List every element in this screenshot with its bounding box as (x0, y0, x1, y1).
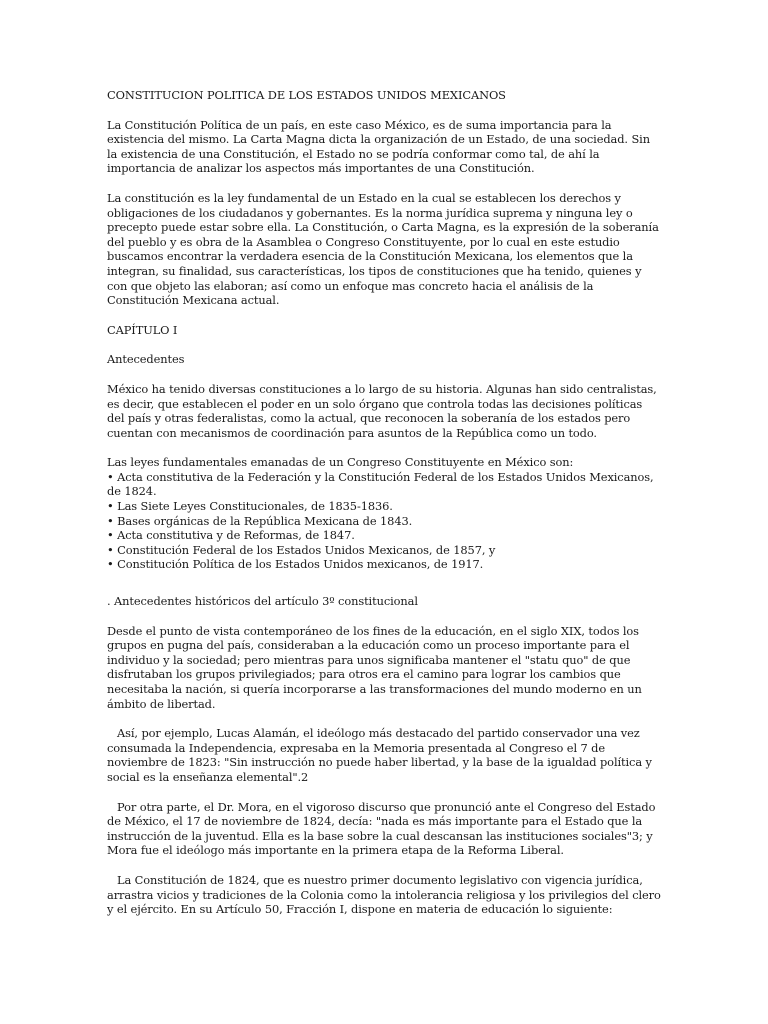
intro-paragraph-2: La constitución es la ley fundamental de un Estado en la cual se establecen los derechos y obligaciones de los ciudadanos y gobernantes. Es la norma jurídica suprema y ninguna ley o precepto puede estar sobre ella. La Constitución, o Carta Magna, es la expresión de la soberanía del pueblo y es obra de la Asamblea o Congreso Constituyente, por lo cual en este estudio buscamos encontrar la verdadera esencia de la Constitución Mexicana, los elementos que la integran, su finalidad, sus características, los tipos de constituciones que ha tenido, quienes y con que objeto las elaboran; así como un enfoque mas concreto hacia el análisis de la Constitución Mexicana actual. (107, 190, 659, 308)
list-item: • Las Siete Leyes Constitucionales, de 1835-1836. (107, 499, 663, 514)
list-item: • Constitución Política de los Estados Unidos mexicanos, de 1917. (107, 557, 663, 572)
list-item: • Acta constitutiva y de Reformas, de 1847. (107, 528, 663, 543)
leyes-intro: Las leyes fundamentales emanadas de un Congreso Constituyente en México son: (107, 455, 574, 470)
chapter-heading: CAPÍTULO I (107, 322, 178, 337)
articulo3-paragraph-4: La Constitución de 1824, que es nuestro primer documento legislativo con vigencia jurídica, arrastra vicios y tradiciones de la Colonia como la intolerancia religiosa y los privilegios del clero y el ejército. En su Artículo 50, Fracción I, dispone en materia de educación lo siguiente: (107, 872, 661, 917)
list-item: • Bases orgánicas de la República Mexicana de 1843. (107, 514, 663, 529)
leyes-list (107, 470, 663, 572)
list-item: • Acta constitutiva de la Federación y la Constitución Federal de los Estados Unidos Mexicanos, de 1824. (107, 470, 663, 499)
document-title: CONSTITUCION POLITICA DE LOS ESTADOS UNIDOS MEXICANOS (107, 88, 506, 102)
articulo3-paragraph-1: Desde el punto de vista contemporáneo de los fines de la educación, en el siglo XIX, todos los grupos en pugna del país, consideraban a la educación como un proceso importante para el individuo y la sociedad; pero mientras para unos significaba mantener el "statu quo" de que disfrutaban los grupos privilegiados; para otros era el camino para lograr los cambios que necesitaba la nación, si quería incorporarse a las transformaciones del mundo moderno en un ámbito de libertad. (107, 623, 642, 711)
list-item: • Constitución Federal de los Estados Unidos Mexicanos, de 1857, y (107, 543, 663, 558)
articulo3-paragraph-3: Por otra parte, el Dr. Mora, en el vigoroso discurso que pronunció ante el Congreso del Estado de México, el 17 de noviembre de 1824, decía: "nada es más importante para el Estado que la instrucción de la juventud. Ella es la base sobre la cual descansan las instituciones sociales"3; y Mora fue el ideólogo más importante en la primera etapa de la Reforma Liberal. (107, 799, 656, 858)
antecedentes-paragraph: México ha tenido diversas constituciones a lo largo de su historia. Algunas han sido centralistas, es decir, que establecen el poder en un solo órgano que controla todas las decisiones políticas del país y otras federalistas, como la actual, que reconocen la soberanía de los estados pero cuentan con mecanismos de coordinación para asuntos de la República como un todo. (107, 381, 657, 440)
section-heading-antecedentes: Antecedentes (107, 352, 185, 367)
articulo3-paragraph-2: Así, por ejemplo, Lucas Alamán, el ideólogo más destacado del partido conservador una vez consumada la Independencia, expresaba en la Memoria presentada al Congreso el 7 de noviembre de 1823: "Sin instrucción no puede haber libertad, y la base de la igualdad política y social es la enseñanza elemental".2 (107, 726, 652, 784)
section-heading-articulo3: . Antecedentes históricos del artículo 3º constitucional (107, 594, 418, 609)
document-page (107, 88, 663, 932)
intro-paragraph-1: La Constitución Política de un país, en este caso México, es de suma importancia para la existencia del mismo. La Carta Magna dicta la organización de un Estado, de una sociedad. Sin la existencia de una Constitución, el Estado no se podría conformar como tal, de ahí la importancia de analizar los aspectos más importantes de una Constitución. (107, 117, 650, 176)
